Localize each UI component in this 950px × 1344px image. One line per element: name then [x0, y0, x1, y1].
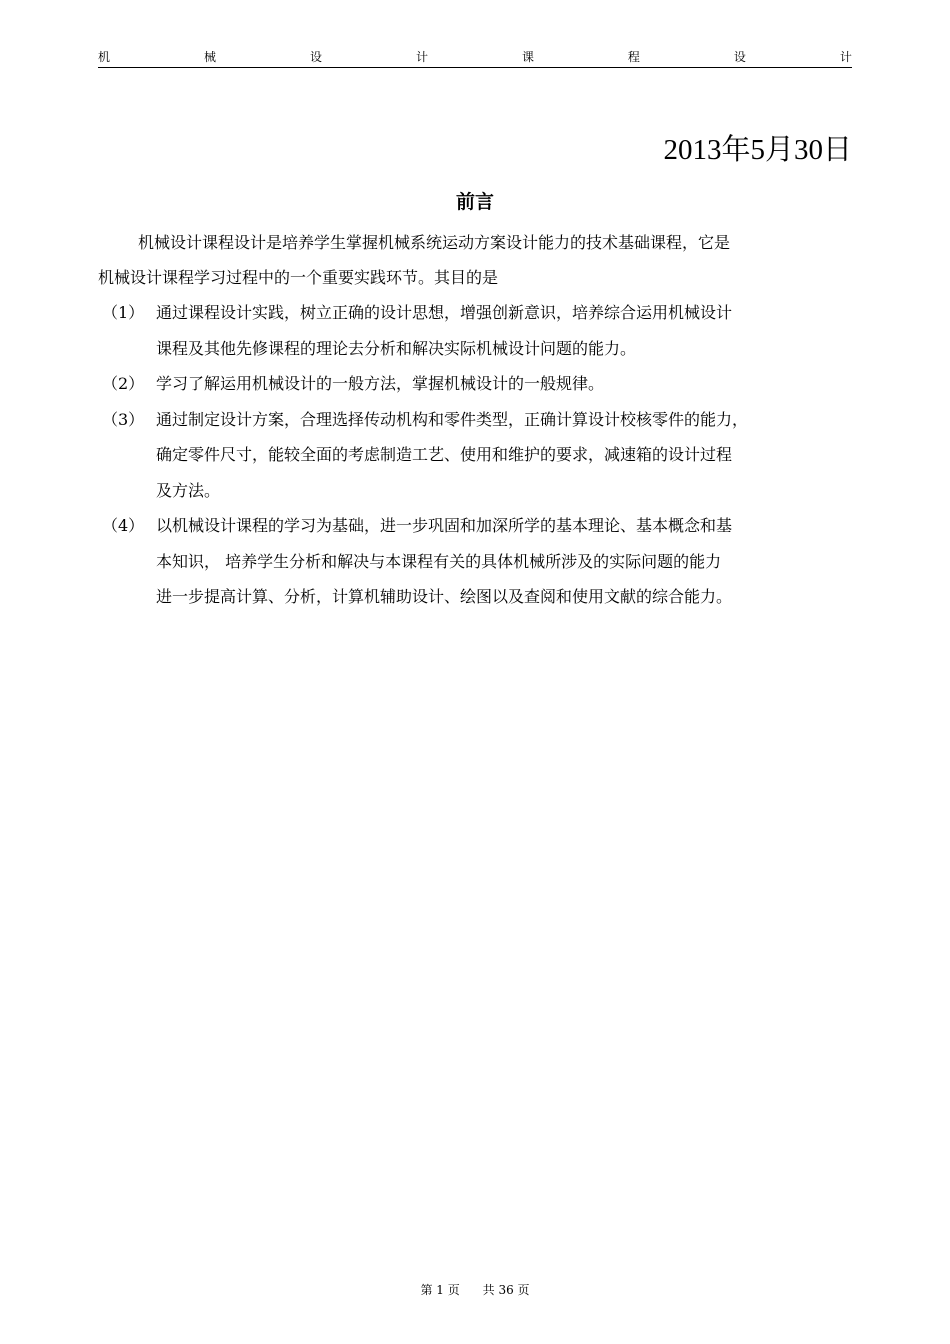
header-char: 机	[98, 50, 111, 64]
list-item	[98, 366, 878, 402]
page-number: 第 1 页	[420, 1283, 460, 1297]
item-line: 以机械设计课程的学习为基础，进一步巩固和加深所学的基本理论、基本概念和基	[156, 516, 733, 535]
item-number: （2）	[102, 374, 145, 393]
item-line: 通过制定设计方案，合理选择传动机构和零件类型，正确计算设计校核零件的能力，	[156, 409, 749, 429]
objective-list	[98, 295, 878, 615]
intro-paragraph	[98, 225, 858, 295]
item-number: （3）	[102, 409, 145, 429]
intro-line: 机械设计课程设计是培养学生掌握机械系统运动方案设计能力的技术基础课程，它是	[138, 233, 731, 252]
item-number: （4）	[102, 516, 145, 535]
document-date: 2013年5月30日	[663, 134, 852, 166]
intro-line: 机械设计课程学习过程中的一个重要实践环节。其目的是	[98, 268, 499, 287]
item-line: 及方法。	[156, 480, 221, 500]
header-char: 设	[309, 50, 322, 64]
list-item	[98, 508, 878, 615]
page-total: 共 36 页	[482, 1283, 530, 1297]
item-line: 学习了解运用机械设计的一般方法，掌握机械设计的一般规律。	[156, 374, 605, 393]
page-footer	[0, 1281, 950, 1299]
item-line: 确定零件尺寸，能较全面的考虑制造工艺、使用和维护的要求，减速箱的设计过程	[156, 445, 733, 464]
page-header	[98, 50, 852, 68]
header-char: 程	[627, 50, 640, 64]
item-line: 进一步提高计算、分析，计算机辅助设计、绘图以及查阅和使用文献的综合能力。	[156, 587, 733, 606]
item-body	[156, 366, 878, 402]
list-item	[98, 402, 878, 509]
header-char: 课	[521, 50, 534, 64]
item-line: 本知识， 培养学生分析和解决与本课程有关的具体机械所涉及的实际问题的能力	[156, 551, 722, 571]
header-char: 计	[839, 50, 852, 64]
list-item	[98, 295, 878, 366]
item-line: 课程及其他先修课程的理论去分析和解决实际机械设计问题的能力。	[156, 338, 637, 358]
item-body	[156, 508, 878, 615]
header-char: 设	[733, 50, 746, 64]
item-body	[156, 295, 878, 366]
item-line: 通过课程设计实践，树立正确的设计思想，增强创新意识，培养综合运用机械设计	[156, 303, 733, 322]
item-number: （1）	[102, 303, 145, 322]
header-char: 械	[203, 50, 216, 64]
header-char: 计	[415, 50, 428, 64]
item-body	[156, 402, 878, 509]
section-title: 前言	[455, 191, 494, 213]
